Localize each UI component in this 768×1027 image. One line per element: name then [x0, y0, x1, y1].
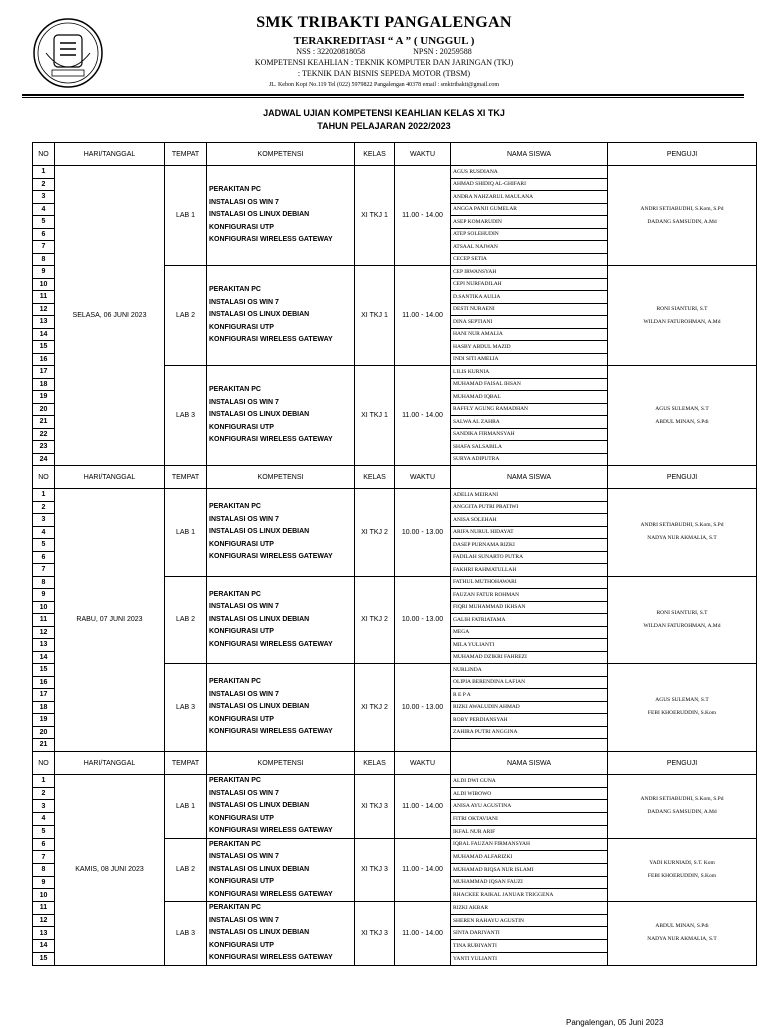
kompetensi-item: KONFIGURASI UTP: [209, 941, 274, 949]
row-number: 16: [33, 353, 55, 366]
row-number: 14: [33, 328, 55, 341]
class-name: XI TKJ 1: [355, 166, 395, 266]
kompetensi-item: KONFIGURASI UTP: [209, 628, 274, 635]
student-name: DINA SEPTIANI: [451, 316, 608, 329]
column-header-komp: KOMPETENSI: [207, 752, 355, 775]
column-header-waktu: WAKTU: [395, 466, 451, 489]
examiner-name: RONI SIANTURI, S.T: [656, 609, 708, 616]
examiner-list: [608, 166, 757, 266]
row-number: 16: [33, 676, 55, 689]
row-number: 1: [33, 489, 55, 502]
kompetensi-list: [207, 489, 355, 577]
row-number: 15: [33, 341, 55, 354]
column-header-no: NO: [33, 752, 55, 775]
kompetensi-item: KONFIGURASI WIRELESS GATEWAY: [209, 436, 333, 444]
examiner-name: DADANG SAMSUDIN, A.Md: [647, 809, 717, 816]
row-number: 5: [33, 216, 55, 229]
kompetensi-item: PERAKITAN PC: [209, 904, 261, 911]
row-number: 14: [33, 940, 55, 953]
row-number: 13: [33, 927, 55, 940]
column-header-penguji: PENGUJI: [608, 466, 757, 489]
exam-time: 11.00 - 14.00: [395, 902, 451, 966]
examiner-name: ANDRI SETIABUDHI, S.Kom, S.Pd: [640, 796, 724, 803]
row-number: 11: [33, 902, 55, 915]
column-header-row: [33, 143, 757, 166]
student-name: ANISA SOLEHAH: [451, 514, 608, 527]
school-address: JL. Kebon Kopi No.119 Tel (022) 5979822 Pangalengan 40378 email : smktribakti@gmail.com: [268, 82, 500, 88]
row-number: 10: [33, 889, 55, 902]
kompetensi-item: KONFIGURASI UTP: [209, 223, 274, 231]
row-number: 6: [33, 838, 55, 851]
examiner-name: ANDRI SETIABUDHI, S.Kom, S.Pd: [640, 205, 724, 212]
class-name: XI TKJ 1: [355, 266, 395, 366]
nss-npsn: NSS : 322020818058 NPSN : 20259588: [296, 47, 472, 56]
column-header-place: TEMPAT: [165, 752, 207, 775]
student-name: ZAHIRA PUTRI ANGGINA: [451, 726, 608, 739]
examiner-name: FEBI KHOERUDDIN, S.Kom: [647, 710, 717, 717]
student-name: CECEP SETIA: [451, 253, 608, 266]
column-header-waktu: WAKTU: [395, 143, 451, 166]
student-name: IKFAL NUR ARIF: [451, 825, 608, 838]
student-name: CEP IRWANSYAH: [451, 266, 608, 279]
examiner-name: YADI KURNIADI, S.T. Kom: [649, 859, 715, 866]
column-header-no: NO: [33, 466, 55, 489]
kompetensi-item: INSTALASI OS LINUX DEBIAN: [209, 411, 310, 419]
student-name: FIQRI MUHAMMAD IKHSAN: [451, 601, 608, 614]
row-number: 1: [33, 775, 55, 788]
kompetensi-list: [207, 266, 355, 366]
column-header-siswa: NAMA SISWA: [451, 143, 608, 166]
row-number: 15: [33, 664, 55, 677]
kompetensi-list: [207, 775, 355, 839]
kompetensi-item: INSTALASI OS LINUX DEBIAN: [209, 929, 310, 936]
table-row: [33, 489, 757, 502]
student-name: SINTA DARIYANTI: [451, 927, 608, 940]
kompetensi-item: KONFIGURASI UTP: [209, 878, 274, 885]
exam-date: KAMIS, 08 JUNI 2023: [55, 775, 165, 966]
row-number: 10: [33, 278, 55, 291]
examiner-name: WILDAN FATUROHMAN, A.Md: [643, 622, 721, 629]
row-number: 7: [33, 241, 55, 254]
class-name: XI TKJ 1: [355, 366, 395, 466]
examiner-name: DADANG SAMSUDIN, A.Md: [647, 218, 717, 225]
kompetensi-item: INSTALASI OS LINUX DEBIAN: [209, 528, 310, 535]
exam-time: 11.00 - 14.00: [395, 166, 451, 266]
kompetensi-item: KONFIGURASI WIRELESS GATEWAY: [209, 954, 333, 961]
student-name: AGUS RUSDIANA: [451, 166, 608, 179]
kompetensi-item: INSTALASI OS LINUX DEBIAN: [209, 311, 310, 319]
kompetensi-item: KONFIGURASI UTP: [209, 423, 274, 431]
kompetensi-item: KONFIGURASI WIRELESS GATEWAY: [209, 236, 333, 244]
student-name: RAFFLY AGUNG RAMADHAN: [451, 403, 608, 416]
student-name: MEGA: [451, 626, 608, 639]
examiner-list: [608, 266, 757, 366]
examiner-name: AGUS SULEMAN, S.T: [655, 405, 709, 412]
student-name: ADELIA MEIRANI: [451, 489, 608, 502]
row-number: 14: [33, 651, 55, 664]
kompetensi-item: INSTALASI OS WIN 7: [209, 515, 279, 523]
row-number: 13: [33, 639, 55, 652]
kompetensi-list: [207, 576, 355, 664]
kompetensi-item: KONFIGURASI UTP: [209, 540, 274, 548]
exam-date: SELASA, 06 JUNI 2023: [55, 166, 165, 466]
examiner-list: [608, 664, 757, 752]
kompetensi-item: PERAKITAN PC: [209, 678, 261, 685]
examiner-name: ABDUL MINAN, S.Pdi: [655, 418, 709, 425]
schedule-table-page-1: [32, 142, 757, 466]
student-name: ANGGA PANJI GUMELAR: [451, 203, 608, 216]
kompetensi-item: INSTALASI OS LINUX DEBIAN: [209, 211, 310, 219]
exam-time: 11.00 - 14.00: [395, 366, 451, 466]
row-number: 18: [33, 701, 55, 714]
student-name: ARIFA NURUL HIDAYAT: [451, 526, 608, 539]
class-name: XI TKJ 2: [355, 664, 395, 752]
accreditation: TERAKREDITASI “ A ” ( UNGGUL ): [293, 35, 475, 47]
row-number: 3: [33, 800, 55, 813]
exam-place: LAB 1: [165, 775, 207, 839]
kompetensi-list: [207, 366, 355, 466]
examiner-name: RONI SIANTURI, S.T: [656, 305, 708, 312]
kompetensi-item: PERAKITAN PC: [209, 777, 261, 784]
kompetensi-item: KONFIGURASI WIRELESS GATEWAY: [209, 336, 333, 344]
column-header-row: [33, 752, 757, 775]
kompetensi-list: [207, 838, 355, 902]
student-name: ALDI WIBOWO: [451, 787, 608, 800]
kompetensi-item: KONFIGURASI WIRELESS GATEWAY: [209, 890, 333, 898]
kompetensi-item: KONFIGURASI UTP: [209, 715, 274, 723]
kompetensi-item: INSTALASI OS WIN 7: [209, 298, 279, 306]
column-header-place: TEMPAT: [165, 466, 207, 489]
kompetensi-item: PERAKITAN PC: [209, 386, 261, 394]
student-name: GALIH FATRIATAMA: [451, 614, 608, 627]
examiner-list: [608, 775, 757, 839]
examiner-name: FEBI KHOERUDDIN, S.Kom: [647, 872, 717, 879]
kompetensi-list: [207, 664, 355, 752]
class-name: XI TKJ 2: [355, 489, 395, 577]
header-divider-thin: [22, 97, 744, 98]
student-name: CEPI NURFADILAH: [451, 278, 608, 291]
student-name: D.SANTIKA AULIA: [451, 291, 608, 304]
column-header-kelas: KELAS: [355, 752, 395, 775]
row-number: 6: [33, 551, 55, 564]
letterhead: [0, 0, 768, 100]
student-name: AHMAD SHIDIQ AL-GHIFARI: [451, 178, 608, 191]
student-name: MUHAMAD IQBAL: [451, 391, 608, 404]
kompetensi-item: PERAKITAN PC: [209, 186, 261, 194]
kompetensi-item: INSTALASI OS LINUX DEBIAN: [209, 703, 310, 710]
student-name: ROBY PERDIANSYAH: [451, 714, 608, 727]
student-name: FITRI OKTAVIANI: [451, 813, 608, 826]
student-name: HANI NUR AMALIA: [451, 328, 608, 341]
kompetensi-list: [207, 166, 355, 266]
table-row: [33, 775, 757, 788]
exam-place: LAB 1: [165, 489, 207, 577]
student-name: RHACKEE RAIKAL JANUAR TRIGGENA: [451, 889, 608, 902]
document-subtitle: TAHUN PELAJARAN 2022/2023: [317, 121, 451, 131]
exam-time: 10.00 - 13.00: [395, 576, 451, 664]
kompetensi-item: INSTALASI OS WIN 7: [209, 198, 279, 206]
student-name: R E P A: [451, 689, 608, 702]
kompetensi-item: PERAKITAN PC: [209, 590, 261, 598]
examiner-name: ANDRI SETIABUDHI, S.Kom, S.Pd: [640, 522, 724, 529]
exam-time: 11.00 - 14.00: [395, 838, 451, 902]
kompetensi-item: INSTALASI OS WIN 7: [209, 603, 279, 610]
row-number: 7: [33, 851, 55, 864]
student-name: ALDI DWI GUNA: [451, 775, 608, 788]
row-number: 11: [33, 614, 55, 627]
student-name: ASEP KOMARUDIN: [451, 216, 608, 229]
column-header-siswa: NAMA SISWA: [451, 752, 608, 775]
row-number: 13: [33, 316, 55, 329]
row-number: 7: [33, 564, 55, 577]
footer-date: Pangalengan, 05 Juni 2023: [566, 1018, 664, 1027]
kompetensi-item: INSTALASI OS WIN 7: [209, 398, 279, 406]
kompetensi-item: KONFIGURASI WIRELESS GATEWAY: [209, 640, 333, 648]
column-header-kelas: KELAS: [355, 143, 395, 166]
student-name: IQBAL FAUZAN FIRMANSYAH: [451, 838, 608, 851]
schedule-table-wednesday: [32, 465, 757, 752]
student-name: NURLINDA: [451, 664, 608, 677]
row-number: 20: [33, 726, 55, 739]
row-number: 15: [33, 952, 55, 965]
class-name: XI TKJ 2: [355, 576, 395, 664]
student-name: SALWA AL ZAHRA: [451, 416, 608, 429]
student-name: SHEREN RAHAYU AGUSTIN: [451, 914, 608, 927]
kompetensi-item: INSTALASI OS LINUX DEBIAN: [209, 865, 310, 873]
row-number: 6: [33, 228, 55, 241]
column-header-row: [33, 466, 757, 489]
student-name: RIZKI AWALUDIN AHMAD: [451, 701, 608, 714]
column-header-penguji: PENGUJI: [608, 143, 757, 166]
student-name: ANGGITA PUTRI PRATIWI: [451, 501, 608, 514]
column-header-place: TEMPAT: [165, 143, 207, 166]
row-number: 24: [33, 453, 55, 466]
exam-time: 10.00 - 13.00: [395, 489, 451, 577]
document-title: JADWAL UJIAN KOMPETENSI KEAHLIAN KELAS XI TKJ: [263, 108, 505, 118]
row-number: 9: [33, 266, 55, 279]
exam-time: 10.00 - 13.00: [395, 664, 451, 752]
kompetensi-item: INSTALASI OS WIN 7: [209, 916, 279, 924]
student-name: MUHAMMAD IQSAN FAUZI: [451, 876, 608, 889]
examiner-list: [608, 838, 757, 902]
student-name: OLIPIA BERENDINA LAFIAN: [451, 676, 608, 689]
row-number: 17: [33, 366, 55, 379]
kompetensi-item: KONFIGURASI UTP: [209, 323, 274, 331]
student-name: FAKHRI RAHMATULLAH: [451, 564, 608, 577]
student-name: MUHAMAD ALFARIZKI: [451, 851, 608, 864]
row-number: 4: [33, 203, 55, 216]
examiner-name: WILDAN FATUROHMAN, A.Md: [643, 318, 721, 325]
kompetensi-item: KONFIGURASI WIRELESS GATEWAY: [209, 827, 333, 834]
row-number: 1: [33, 166, 55, 179]
student-name: SURYA ADIPUTRA: [451, 453, 608, 466]
row-number: 12: [33, 626, 55, 639]
student-name: ANISA AYU AGUSTINA: [451, 800, 608, 813]
kompetensi-list: [207, 902, 355, 966]
row-number: 21: [33, 739, 55, 752]
exam-place: LAB 3: [165, 664, 207, 752]
row-number: 5: [33, 539, 55, 552]
kompetensi-item: INSTALASI OS LINUX DEBIAN: [209, 615, 310, 623]
examiner-name: NADYA NUR AKMALIA, S.T: [647, 936, 717, 943]
row-number: 20: [33, 403, 55, 416]
row-number: 8: [33, 863, 55, 876]
student-name: MUHAMAD RIQSA NUR ISLAMI: [451, 863, 608, 876]
kompetensi-item: KONFIGURASI WIRELESS GATEWAY: [209, 728, 333, 735]
column-header-kelas: KELAS: [355, 466, 395, 489]
row-number: 9: [33, 589, 55, 602]
row-number: 3: [33, 514, 55, 527]
student-name: DASEP PURNAMA RIZKI: [451, 539, 608, 552]
row-number: 3: [33, 191, 55, 204]
examiner-name: NADYA NUR AKMALIA, S.T: [647, 535, 717, 542]
exam-time: 11.00 - 14.00: [395, 775, 451, 839]
class-name: XI TKJ 3: [355, 902, 395, 966]
student-name: SANDIKA FIRMANSYAH: [451, 428, 608, 441]
student-name: [451, 739, 608, 752]
row-number: 22: [33, 428, 55, 441]
kompetensi-item: INSTALASI OS WIN 7: [209, 690, 279, 698]
kompetensi-item: INSTALASI OS WIN 7: [209, 789, 279, 797]
exam-place: LAB 2: [165, 576, 207, 664]
exam-place: LAB 3: [165, 366, 207, 466]
examiner-list: [608, 489, 757, 577]
row-number: 2: [33, 178, 55, 191]
row-number: 19: [33, 714, 55, 727]
exam-place: LAB 2: [165, 266, 207, 366]
student-name: HASBY ABDUL MAZID: [451, 341, 608, 354]
row-number: 8: [33, 253, 55, 266]
row-number: 12: [33, 914, 55, 927]
row-number: 17: [33, 689, 55, 702]
row-number: 9: [33, 876, 55, 889]
row-number: 18: [33, 378, 55, 391]
row-number: 10: [33, 601, 55, 614]
student-name: FATHUL MUTHOHAWARI: [451, 576, 608, 589]
kompetensi-item: PERAKITAN PC: [209, 286, 261, 294]
kompetensi-item: INSTALASI OS WIN 7: [209, 853, 279, 860]
kompetensi-item: PERAKITAN PC: [209, 840, 261, 848]
row-number: 5: [33, 825, 55, 838]
student-name: YANTI YULIANTI: [451, 952, 608, 965]
kompetensi-item: KONFIGURASI UTP: [209, 814, 274, 822]
column-header-komp: KOMPETENSI: [207, 143, 355, 166]
examiner-list: [608, 576, 757, 664]
student-name: TINA RUBIYANTI: [451, 940, 608, 953]
student-name: ANDRA NAHZARUL MAULANA: [451, 191, 608, 204]
student-name: FADILAH SUNARTO PUTRA: [451, 551, 608, 564]
student-name: LILIS KURNIA: [451, 366, 608, 379]
row-number: 11: [33, 291, 55, 304]
student-name: SHAFA SALSABILA: [451, 441, 608, 454]
student-name: FAUZAN FATUR ROHMAN: [451, 589, 608, 602]
exam-place: LAB 3: [165, 902, 207, 966]
class-name: XI TKJ 3: [355, 838, 395, 902]
row-number: 2: [33, 501, 55, 514]
row-number: 4: [33, 813, 55, 826]
student-name: RIZKI AKBAR: [451, 902, 608, 915]
exam-date: RABU, 07 JUNI 2023: [55, 489, 165, 752]
student-name: DESTI NURAENI: [451, 303, 608, 316]
examiner-name: AGUS SULEMAN, S.T: [655, 697, 709, 704]
examiner-name: ABDUL MINAN, S.Pdi: [655, 923, 709, 930]
examiner-list: [608, 902, 757, 966]
column-header-waktu: WAKTU: [395, 752, 451, 775]
exam-place: LAB 2: [165, 838, 207, 902]
row-number: 21: [33, 416, 55, 429]
student-name: MILA YULIANTI: [451, 639, 608, 652]
student-name: ATSAAL NAJWAN: [451, 241, 608, 254]
schedule-table-page-2: [32, 751, 757, 966]
kompetensi-item: PERAKITAN PC: [209, 503, 261, 510]
student-name: MUHAMAD FAISAL IHSAN: [451, 378, 608, 391]
row-number: 23: [33, 441, 55, 454]
school-name: SMK TRIBAKTI PANGALENGAN: [256, 14, 512, 31]
column-header-day: HARI/TANGGAL: [55, 466, 165, 489]
exam-place: LAB 1: [165, 166, 207, 266]
column-header-siswa: NAMA SISWA: [451, 466, 608, 489]
kompetensi-keahlian-1: KOMPETENSI KEAHLIAN : TEKNIK KOMPUTER DAN JARINGAN (TKJ): [254, 58, 514, 67]
row-number: 12: [33, 303, 55, 316]
class-name: XI TKJ 3: [355, 775, 395, 839]
column-header-penguji: PENGUJI: [608, 752, 757, 775]
row-number: 4: [33, 526, 55, 539]
table-row: [33, 166, 757, 179]
student-name: ATEP SOLEHUDIN: [451, 228, 608, 241]
row-number: 19: [33, 391, 55, 404]
exam-time: 11.00 - 14.00: [395, 266, 451, 366]
kompetensi-keahlian-2: : TEKNIK DAN BISNIS SEPEDA MOTOR (TBSM): [297, 69, 471, 78]
student-name: INDI SITI AMELIA: [451, 353, 608, 366]
student-name: MUHAMAD DZIKRI FAHREZI: [451, 651, 608, 664]
column-header-day: HARI/TANGGAL: [55, 143, 165, 166]
column-header-komp: KOMPETENSI: [207, 466, 355, 489]
examiner-list: [608, 366, 757, 466]
kompetensi-item: KONFIGURASI WIRELESS GATEWAY: [209, 553, 333, 560]
kompetensi-item: INSTALASI OS LINUX DEBIAN: [209, 802, 310, 809]
header-divider: [22, 94, 744, 96]
column-header-no: NO: [33, 143, 55, 166]
column-header-day: HARI/TANGGAL: [55, 752, 165, 775]
row-number: 8: [33, 576, 55, 589]
row-number: 2: [33, 787, 55, 800]
